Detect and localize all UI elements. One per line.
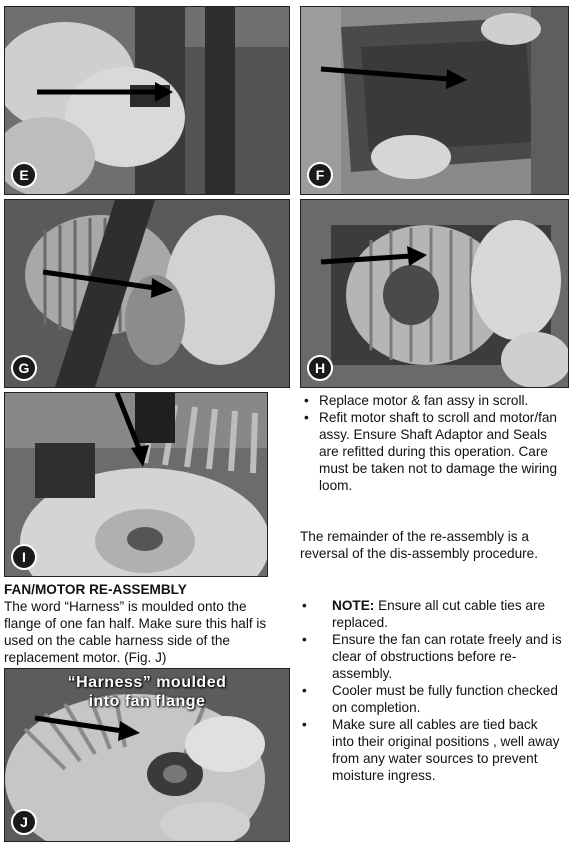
photo-h <box>300 199 569 388</box>
steps-list <box>302 392 564 494</box>
figure-badge: E <box>11 162 37 188</box>
photo-i <box>4 392 268 577</box>
note-label: NOTE: <box>332 598 375 613</box>
list-item <box>300 597 562 631</box>
figure-badge: J <box>11 809 37 835</box>
remainder-paragraph: The remainder of the re-assembly is a reversal of the dis-assembly procedure. <box>300 529 538 561</box>
list-item: • Refit motor shaft to scroll and motor/fan assy. Ensure Shaft Adaptor and Seals are refitted during this operation. Care must be taken not to damage the wiring loom. <box>302 409 564 494</box>
list-item: • Make sure all cables are tied back into their original positions , well away from any water sources to prevent moisture ingress. <box>300 716 562 784</box>
photo-e <box>4 6 290 195</box>
figure-badge: I <box>11 544 37 570</box>
harness-caption-line1: “Harness” moulded <box>67 674 227 691</box>
photo-g <box>4 199 290 388</box>
figure-badge: G <box>11 355 37 381</box>
list-item: • Ensure the fan can rotate freely and is clear of obstructions before re-assembly. <box>300 631 562 682</box>
figure-badge: F <box>307 162 333 188</box>
harness-caption-line2: into fan flange <box>88 693 206 710</box>
notes-section <box>300 597 562 784</box>
figure-badge: H <box>307 355 333 381</box>
fan-motor-section <box>4 581 284 666</box>
note-text: Ensure all cut cable ties are replaced. <box>332 598 546 630</box>
notes-list <box>300 597 562 784</box>
reassembly-steps <box>302 392 564 494</box>
photo-f <box>300 6 569 195</box>
section-body: The word “Harness” is moulded onto the flange of one fan half. Make sure this half is used on the cable harness side of the replacement motor. (Fig. J) <box>4 599 267 665</box>
section-heading: FAN/MOTOR RE-ASSEMBLY <box>4 582 187 597</box>
photo-j <box>4 668 290 842</box>
list-item: • Cooler must be fully function checked on completion. <box>300 682 562 716</box>
harness-caption <box>5 673 289 711</box>
list-item: • Replace motor & fan assy in scroll. <box>302 392 564 409</box>
